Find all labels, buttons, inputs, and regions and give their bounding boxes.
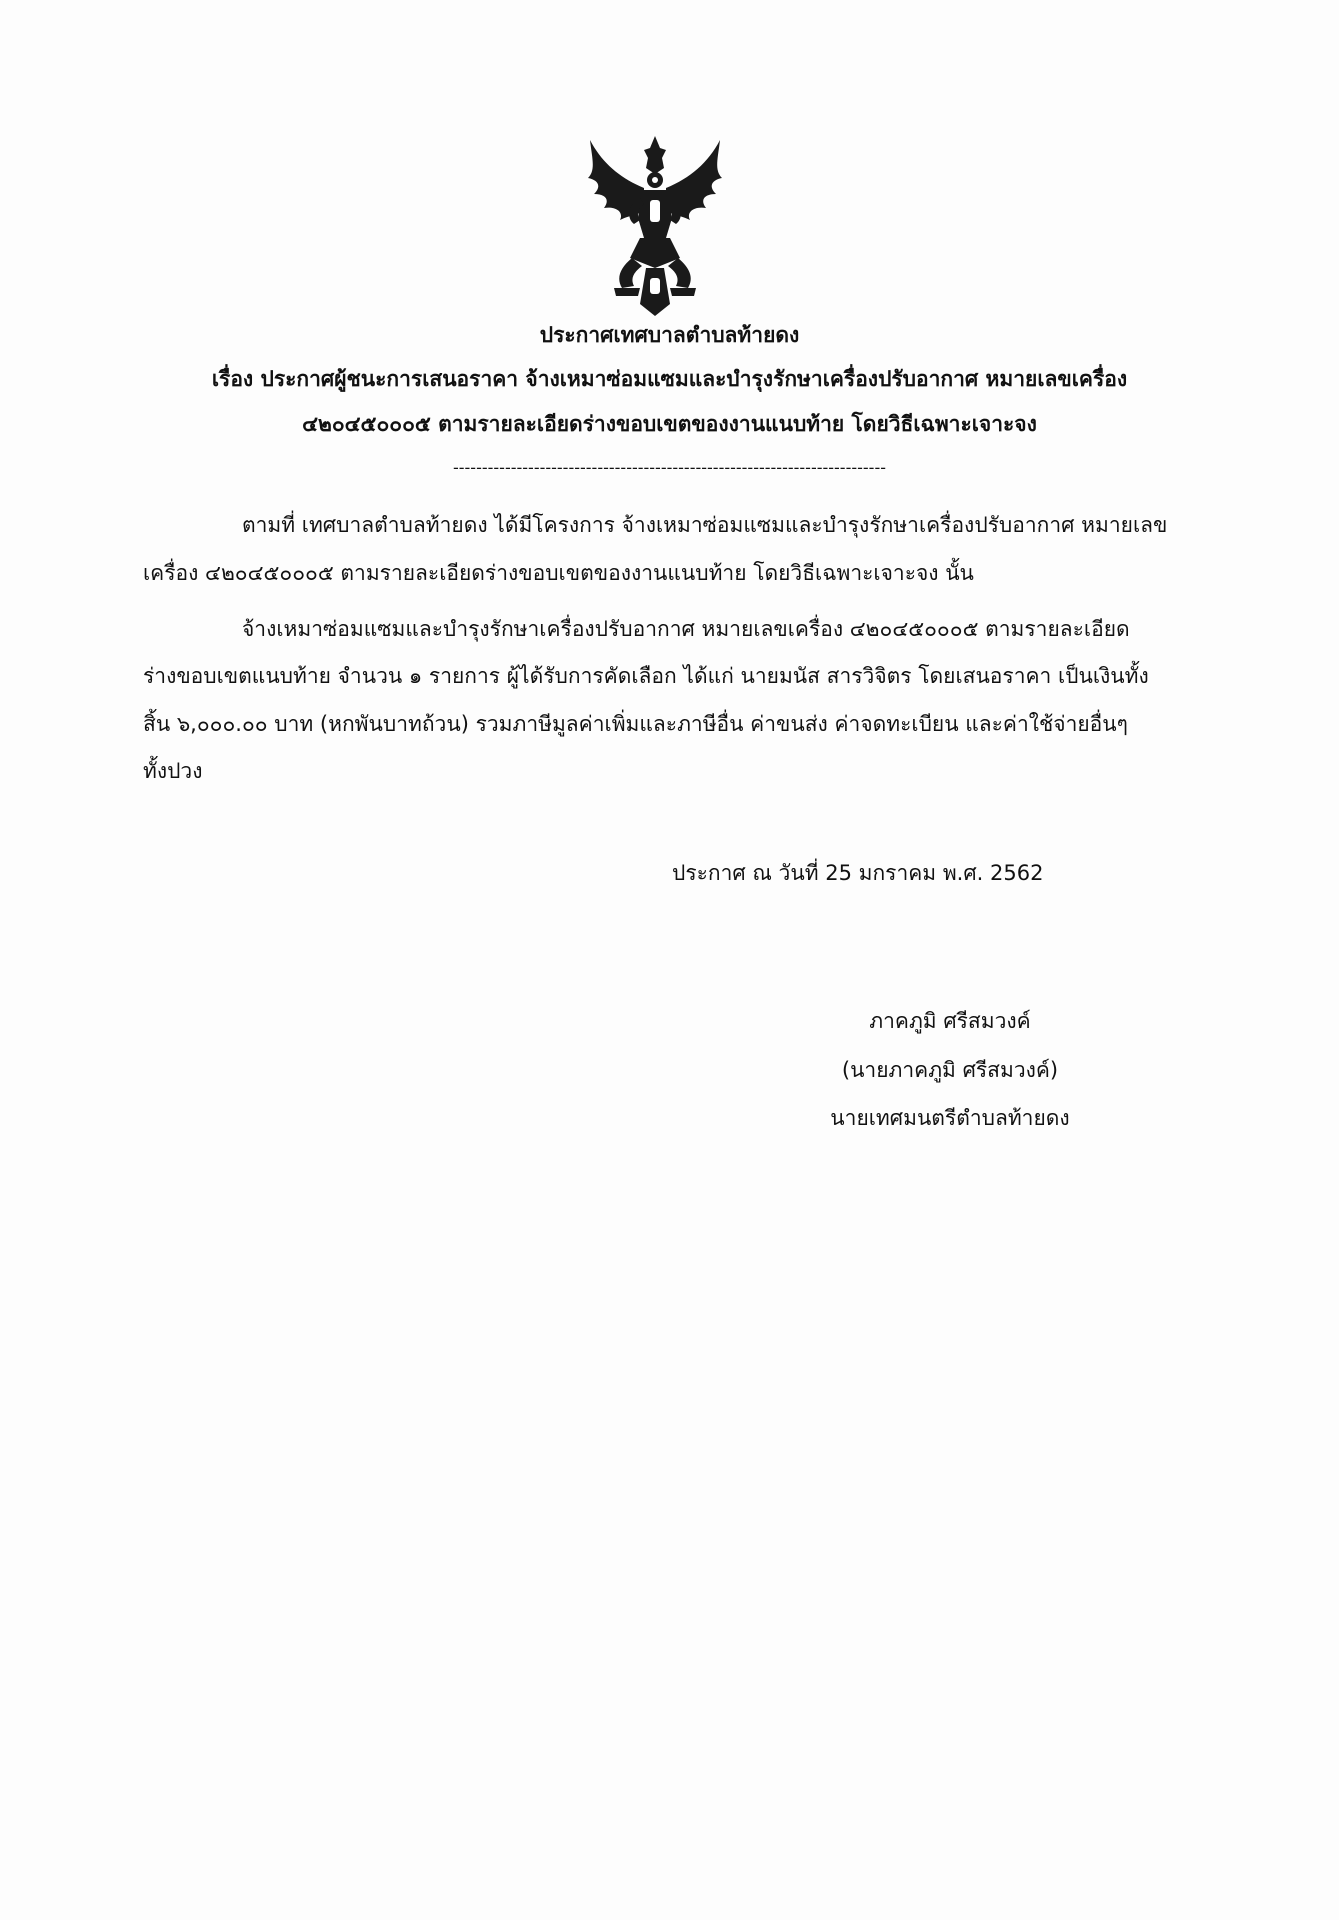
paragraph-2-line-1: จ้างเหมาซ่อมแซมและบำรุงรักษาเครื่องปรับอากาศ หมายเลขเครื่อง ๔๒๐๔๕๐๐๐๕ ตามรายละเอียด bbox=[242, 617, 1130, 641]
paragraph-2-line-3: สิ้น ๖,๐๐๐.๐๐ บาท (หกพันบาทถ้วน) รวมภาษีมูลค่าเพิ่มและภาษีอื่น ค่าขนส่ง ค่าจดทะเบียน และค่าใช้จ่ายอื่นๆ bbox=[143, 712, 1128, 736]
garuda-emblem-icon bbox=[580, 128, 730, 318]
subject-line-2: ๔๒๐๔๕๐๐๐๕ ตามรายละเอียดร่างขอบเขตของงานแนบท้าย โดยวิธีเฉพาะเจาะจง bbox=[302, 412, 1037, 436]
signatory-full-name: (นายภาคภูมิ ศรีสมวงค์) bbox=[841, 1058, 1059, 1082]
subject-line-1: เรื่อง ประกาศผู้ชนะการเสนอราคา จ้างเหมาซ่อมแซมและบำรุงรักษาเครื่องปรับอากาศ หมายเลขเครื่อง bbox=[211, 367, 1128, 391]
paragraph-1-line-2: เครื่อง ๔๒๐๔๕๐๐๐๕ ตามรายละเอียดร่างขอบเขตของงานแนบท้าย โดยวิธีเฉพาะเจาะจง นั้น bbox=[143, 561, 974, 585]
paragraph-2-line-2: ร่างขอบเขตแนบท้าย จำนวน ๑ รายการ ผู้ได้รับการคัดเลือก ได้แก่ นายมนัส สารวิจิตร โดยเสนอราคา เป็นเงินทั้ง bbox=[143, 664, 1149, 688]
paragraph-2-line-4: ทั้งปวง bbox=[143, 759, 203, 783]
signatory-position: นายเทศมนตรีตำบลท้ายดง bbox=[830, 1106, 1070, 1130]
separator-line: --------------------------------------------------------------------------- bbox=[452, 458, 886, 477]
announcement-title: ประกาศเทศบาลตำบลท้ายดง bbox=[539, 323, 800, 347]
announcement-date: ประกาศ ณ วันที่ 25 มกราคม พ.ศ. 2562 bbox=[672, 861, 1044, 885]
signature-name: ภาคภูมิ ศรีสมวงค์ bbox=[869, 1009, 1031, 1033]
paragraph-1-line-1: ตามที่ เทศบาลตำบลท้ายดง ได้มีโครงการ จ้างเหมาซ่อมแซมและบำรุงรักษาเครื่องปรับอากาศ หมายเลข bbox=[242, 513, 1168, 537]
